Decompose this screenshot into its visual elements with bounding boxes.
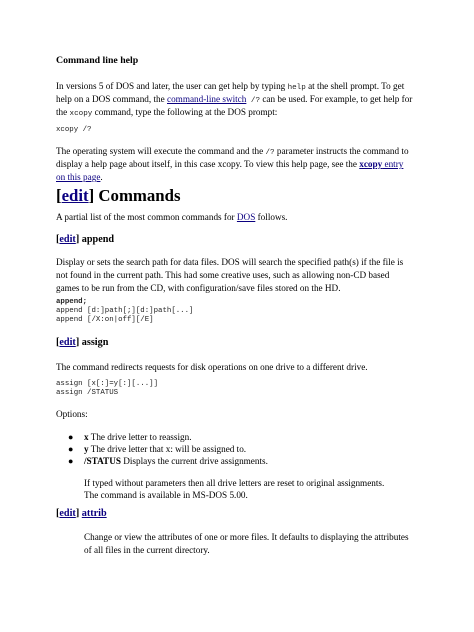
text: . xyxy=(100,172,103,182)
help-paragraph-line-3 xyxy=(56,106,277,121)
bullet-icon: ● xyxy=(68,444,74,454)
option-desc: Displays the current drive assignments. xyxy=(120,456,268,466)
bullet-icon: ● xyxy=(68,456,74,466)
option-desc: The drive letter that x: will be assigned to. xyxy=(88,444,247,454)
option-key: /STATUS xyxy=(84,456,121,466)
xcopy-entry-link[interactable]: entry xyxy=(382,159,404,169)
execute-paragraph-line-2 xyxy=(56,158,403,171)
assign-note-2: The command is available in MS-DOS 5.00. xyxy=(84,490,248,500)
attrib-desc-line-2: of all files in the current directory. xyxy=(84,545,210,555)
attrib-heading: [edit] attrib xyxy=(56,508,107,519)
common-commands-intro xyxy=(56,211,287,224)
execute-paragraph-line-3 xyxy=(56,171,103,184)
option-key: x xyxy=(84,432,89,442)
heading-command-line-help: Command line help xyxy=(56,55,139,66)
assign-desc: The command redirects requests for disk operations on one drive to a different drive. xyxy=(56,362,368,372)
option-status xyxy=(84,455,268,468)
xcopy-link[interactable]: xcopy xyxy=(359,159,383,169)
heading-text: Commands xyxy=(94,186,181,205)
text: command, type the following at the DOS prompt: xyxy=(92,107,278,117)
append-desc-line-2: not found in the current path. This had some creative uses, such as allowing non-CD based xyxy=(56,270,390,280)
attrib-link[interactable]: attrib xyxy=(81,508,107,519)
option-desc: The drive letter to reassign. xyxy=(88,432,192,442)
edit-link-commands[interactable]: edit xyxy=(61,186,89,205)
assign-heading: [edit] assign xyxy=(56,337,109,348)
options-label: Options: xyxy=(56,409,88,419)
text: the xyxy=(56,107,70,117)
text: parameter instructs the command to xyxy=(274,146,409,156)
text: can be used. For example, to get help for xyxy=(260,94,413,104)
append-code-2: append [d:]path[;][d:]path[...] xyxy=(56,307,194,315)
heading-text: append xyxy=(79,234,115,245)
on-this-page-link[interactable]: on this page xyxy=(56,172,101,182)
dos-link[interactable]: DOS xyxy=(236,212,256,222)
text: The operating system will execute the command and the xyxy=(56,146,266,156)
text: A partial list of the most common commands for xyxy=(56,212,237,222)
inline-code: help xyxy=(287,84,306,92)
commands-heading: [edit] Commands xyxy=(56,186,181,205)
text: help on a DOS command, the xyxy=(56,94,167,104)
edit-link-attrib[interactable]: edit xyxy=(59,508,76,519)
append-desc-line-1: Display or sets the search path for data files. DOS will search the specified path(s) if the file is xyxy=(56,257,404,267)
edit-link-assign[interactable]: edit xyxy=(59,337,76,348)
assign-note-1: If typed without parameters then all drive letters are reset to original assignments. xyxy=(84,478,385,488)
text: follows. xyxy=(255,212,288,222)
text: at the shell prompt. To get xyxy=(305,81,405,91)
option-key: y xyxy=(84,444,89,454)
text: In versions 5 of DOS and later, the user can get help by typing xyxy=(56,81,288,91)
append-code-1: append; xyxy=(56,298,88,306)
inline-code: xcopy xyxy=(69,110,93,118)
command-line-switch-link[interactable]: command-line switch xyxy=(167,94,247,104)
attrib-desc-line-1: Change or view the attributes of one or more files. It defaults to displaying the attributes xyxy=(84,532,409,542)
edit-link-append[interactable]: edit xyxy=(59,234,76,245)
assign-code-1: assign [x[:]=y[:][...]] xyxy=(56,380,159,388)
bullet-icon: ● xyxy=(68,432,74,442)
xcopy-code-example: xcopy /? xyxy=(56,126,92,134)
inline-code: /? xyxy=(246,97,261,105)
append-desc-line-3: games to be run from the CD, with configuration/save files stored on the HD. xyxy=(56,283,341,293)
heading-text: assign xyxy=(79,337,109,348)
append-code-3: append [/X:on|off][/E] xyxy=(56,316,154,324)
text: display a help page about itself, in this case xcopy. To view this help page, see the xyxy=(56,159,360,169)
append-heading: [edit] append xyxy=(56,234,115,245)
assign-code-2: assign /STATUS xyxy=(56,389,119,397)
inline-code: /? xyxy=(265,149,275,157)
